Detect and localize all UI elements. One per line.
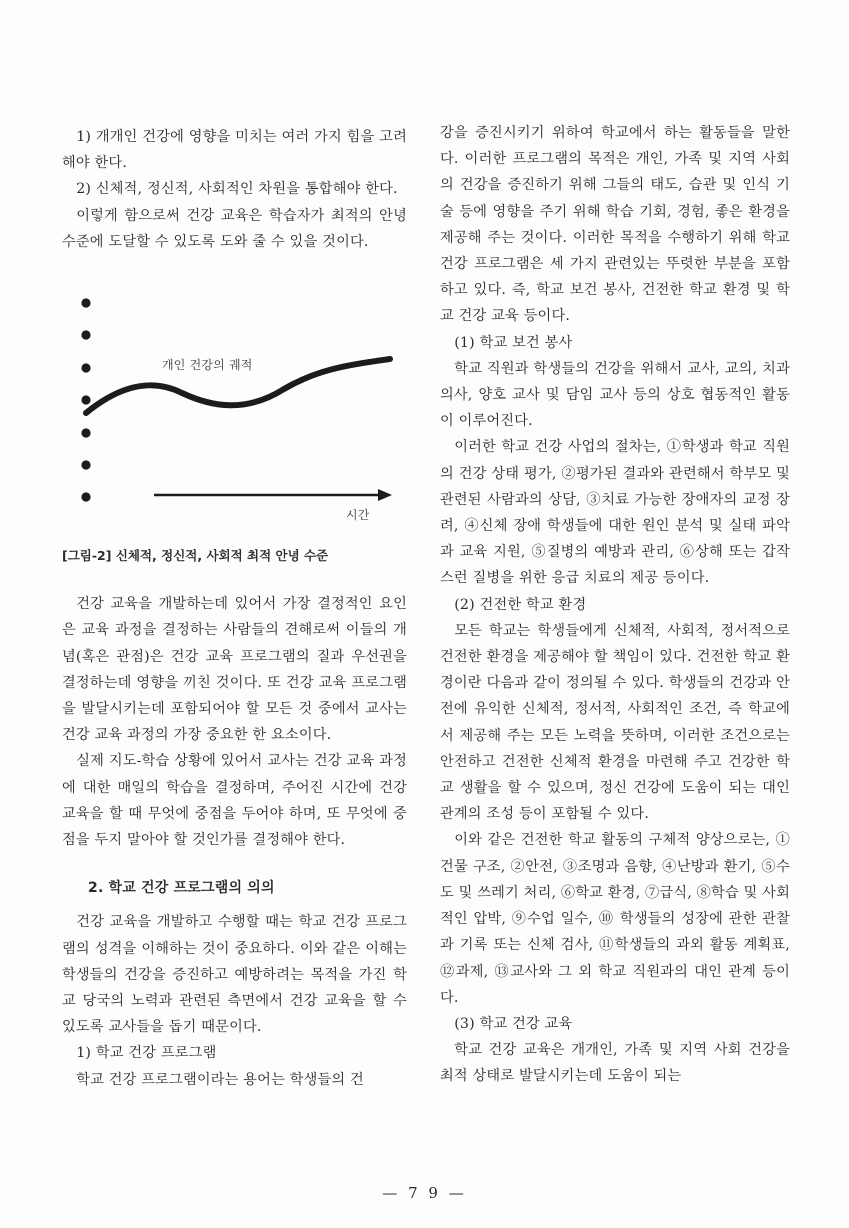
intro-item-2: 2) 신체적, 정신적, 사회적인 차원을 통합해야 한다. — [76, 181, 398, 198]
right-paragraph-4: 모든 학교는 학생들에게 신체적, 사회적, 정서적으로 건전한 환경을 제공해야 할 책임이 있다. 건전한 학교 환경이란 다음과 같이 정의될 수 있다. 학생들의 건강과 안전에 유익한 신체적, 정서적, 사회적인 조건, 즉 학교에서 제공해 주는 모든 노력을 뜻하며, 이러한 조건으로는 안전하고 건전한 신체적 환경을 마련해 주고 건강한 학교 생활을 할 수 있으며, 정신 건강에 도움이 되는 대인 관계의 조성 등이 포함될 수 있다. — [440, 622, 790, 823]
wellness-figure-svg — [62, 285, 407, 535]
left-paragraph-1: 건강 교육을 개발하는데 있어서 가장 결정적인 요인은 교육 과정을 결정하는 사람들의 견해로써 이들의 개념(혹은 관점)은 건강 교육 프로그램의 질과 우선권을 결정하는데 영향을 끼친 것이다. 또 건강 교육 프로그램을 발달시키는데 포함되어야 할 모든 것 중에서 교사는 건강 교육 과정의 가장 중요한 한 요소이다. — [62, 596, 407, 744]
right-column — [440, 120, 790, 1090]
right-paragraph-3: 이러한 학교 건강 사업의 절차는, ①학생과 학교 직원의 건강 상태 평가, ②평가된 결과와 관련해서 학부모 및 관련된 사람과의 상담, ③치료 가능한 장애자의 교정 장려, ④신체 장애 학생들에 대한 원인 분석 및 실태 파악과 교육 지원, ⑤질병의 예방과 관리, ⑥상해 또는 갑작스런 질병을 위한 응급 치료의 제공 등이다. — [440, 439, 790, 587]
heading-school-health-education: (3) 학교 건강 교육 — [454, 1015, 573, 1032]
right-paragraph-2: 학교 직원과 학생들의 건강을 위해서 교사, 교의, 치과 의사, 양호 교사 및 담임 교사 등의 상호 협동적인 활동이 이루어진다. — [440, 360, 790, 430]
intro-item-1: 1) 개개인 건강에 영향을 미치는 여러 가지 힘을 고려해야 한다. — [62, 129, 407, 172]
heading-school-health-service: (1) 학교 보건 봉사 — [454, 334, 573, 351]
curve-label: 개인 건강의 궤적 — [162, 358, 253, 373]
wellness-level-dots — [81, 298, 90, 501]
left-paragraph-3: 건강 교육을 개발하고 수행할 때는 학교 건강 프로그램의 성격을 이해하는 것이 중요하다. 이와 같은 이해는 학생들의 건강을 증진하고 예방하려는 목적을 가진 학교 당국의 노력과 관련된 측면에서 건강 교육을 할 수 있도록 교사들을 돕기 때문이다. — [62, 914, 407, 1036]
subsection-heading: 1) 학교 건강 프로그램 — [76, 1045, 217, 1062]
figure-caption: [그림-2] 신체적, 정신적, 사회적 최적 안녕 수준 — [62, 548, 329, 564]
level-dot — [81, 428, 90, 437]
left-paragraph-2: 실제 지도-학습 상황에 있어서 교사는 건강 교육 과정에 대한 매일의 학습을 결정하며, 주어진 시간에 건강 교육을 할 때 무엇에 중점을 두어야 하며, 또 무엇에 중점을 두지 말아야 할 것인가를 결정해야 한다. — [62, 753, 407, 849]
level-dot — [81, 363, 90, 372]
left-paragraph-4: 학교 건강 프로그램이라는 용어는 학생들의 건 — [76, 1071, 364, 1088]
right-paragraph-1: 강을 증진시키기 위하여 학교에서 하는 활동들을 말한다. 이러한 프로그램의 목적은 개인, 가족 및 지역 사회의 건강을 증진하기 위해 그들의 태도, 습관 및 인식 기술 등에 영향을 주기 위해 학습 기회, 경험, 좋은 환경을 제공해 주는 것이다. 이러한 목적을 수행하기 위해 학교 건강 프로그램은 세 가지 관련있는 뚜렷한 부분을 포함하고 있다. 즉, 학교 보건 봉사, 건전한 학교 환경 및 학교 건강 교육 등이다. — [440, 125, 790, 325]
wellness-figure — [62, 285, 407, 535]
time-label: 시간 — [346, 508, 370, 523]
page-number: — 7 9 — — [382, 1184, 467, 1202]
right-paragraph-5: 이와 같은 건전한 학교 활동의 구체적 양상으로는, ①건물 구조, ②안전, ③조명과 음향, ④난방과 환기, ⑤수도 및 쓰레기 처리, ⑥학교 환경, ⑦급식, ⑧학습 및 사회적인 압박, ⑨수업 일수, ⑩ 학생들의 성장에 관한 관찰과 기록 또는 신체 검사, ⑪학생들의 과외 활동 계획표, ⑫과제, ⑬교사와 그 외 학교 직원과의 대인 관계 등이다. — [440, 832, 790, 1006]
level-dot — [81, 460, 90, 469]
level-dot — [81, 330, 90, 339]
right-paragraph-6: 학교 건강 교육은 개개인, 가족 및 지역 사회 건강을 최적 상태로 발달시키는데 도움이 되는 — [440, 1042, 790, 1085]
left-column — [62, 124, 407, 1093]
level-dot — [81, 492, 90, 501]
time-arrow-head — [378, 489, 392, 501]
intro-paragraph: 이렇게 함으로써 건강 교육은 학습자가 최적의 안녕 수준에 도달할 수 있도록 도와 줄 수 있을 것이다. — [62, 207, 407, 250]
level-dot — [81, 298, 90, 307]
heading-healthy-school-environment: (2) 건전한 학교 환경 — [454, 596, 587, 613]
section-title: 2. 학교 건강 프로그램의 의의 — [88, 880, 275, 897]
level-dot — [81, 395, 90, 404]
